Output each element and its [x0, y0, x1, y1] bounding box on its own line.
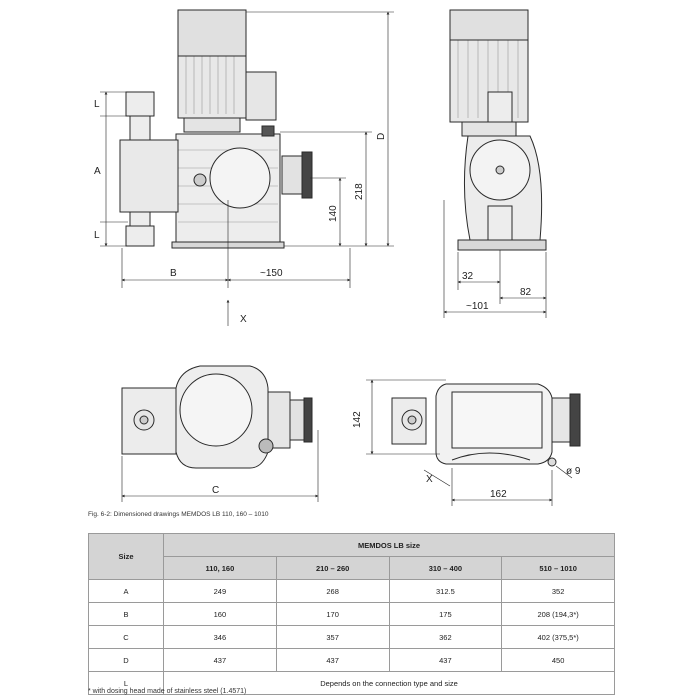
- dim-32: 32: [462, 271, 474, 282]
- table-cell: 312.5: [389, 580, 502, 603]
- col-header: 510 – 1010: [502, 557, 615, 580]
- side-base: [458, 240, 546, 250]
- dim-140: 140: [328, 205, 339, 222]
- dim-142: 142: [352, 411, 363, 428]
- row-label: L: [89, 672, 164, 695]
- top-motor-circle: [180, 374, 252, 446]
- table-cell: 437: [164, 649, 277, 672]
- figure-caption: Fig. 6-2: Dimensioned drawings MEMDOS LB 110, 160 – 1010: [88, 511, 269, 518]
- side-flange: [462, 122, 516, 136]
- oil-filler-cap: [262, 126, 274, 136]
- mounting-hole: [548, 458, 556, 466]
- side-view: [450, 10, 546, 250]
- row-label: C: [89, 626, 164, 649]
- table-cell: 175: [389, 603, 502, 626]
- bottom-motor: [452, 392, 542, 448]
- table-cell: 402 (375,5*): [502, 626, 615, 649]
- dosing-head: [120, 140, 178, 212]
- suction-valve-top: [126, 92, 154, 116]
- gearbox-cover: [210, 148, 270, 208]
- col-header: 110, 160: [164, 557, 277, 580]
- pressure-valve-bottom: [130, 212, 150, 226]
- side-view-labels: [462, 271, 532, 312]
- dim-a: A: [94, 166, 101, 177]
- row-label: D: [89, 649, 164, 672]
- table-cell: 160: [164, 603, 277, 626]
- front-view: [120, 10, 312, 248]
- table-cell: 346: [164, 626, 277, 649]
- row-label: B: [89, 603, 164, 626]
- terminal-box: [246, 72, 276, 120]
- dim-l-bottom: L: [94, 230, 100, 241]
- dim-82: 82: [520, 287, 532, 298]
- row-label: A: [89, 580, 164, 603]
- dim-dia-9: ø 9: [566, 466, 581, 477]
- top-view: [122, 366, 312, 468]
- table-cell: 437: [276, 649, 389, 672]
- bottom-x-label: X: [426, 474, 433, 485]
- table-row: [89, 580, 615, 603]
- x-arrow-label: X: [240, 314, 247, 325]
- stroke-adjustment-knob: [282, 156, 302, 194]
- dim-approx-101: ~101: [466, 301, 489, 312]
- top-view-labels: [212, 485, 219, 496]
- table-cell: 362: [389, 626, 502, 649]
- table-row: [89, 603, 615, 626]
- table-cell: 437: [389, 649, 502, 672]
- table-cell-merged: Depends on the connection type and size: [164, 672, 615, 695]
- dim-c: C: [212, 485, 220, 496]
- table-cell: 352: [502, 580, 615, 603]
- dim-d: D: [376, 132, 387, 140]
- table-cell: 268: [276, 580, 389, 603]
- dim-l-top: L: [94, 99, 100, 110]
- dim-162: 162: [490, 489, 507, 500]
- table-cell: 357: [276, 626, 389, 649]
- dim-218: 218: [354, 183, 365, 200]
- group-header: MEMDOS LB size: [164, 534, 615, 557]
- table-cell: 450: [502, 649, 615, 672]
- table-row: [89, 649, 615, 672]
- oil-sight-glass: [194, 174, 206, 186]
- table-row: [89, 626, 615, 649]
- footnote: * with dosing head made of stainless steel (1.4571): [88, 688, 247, 695]
- col-header: 310 – 400: [389, 557, 502, 580]
- motor-fan-cover: [178, 10, 246, 56]
- table-cell: 170: [276, 603, 389, 626]
- table-cell: 208 (194,3*): [502, 603, 615, 626]
- motor-flange: [184, 118, 240, 132]
- dim-b: B: [170, 268, 177, 279]
- col-header: 210 – 260: [276, 557, 389, 580]
- dimensions-table: [88, 533, 615, 695]
- dim-approx-150: ~150: [260, 268, 283, 279]
- size-header: Size: [89, 534, 164, 580]
- table-cell: 249: [164, 580, 277, 603]
